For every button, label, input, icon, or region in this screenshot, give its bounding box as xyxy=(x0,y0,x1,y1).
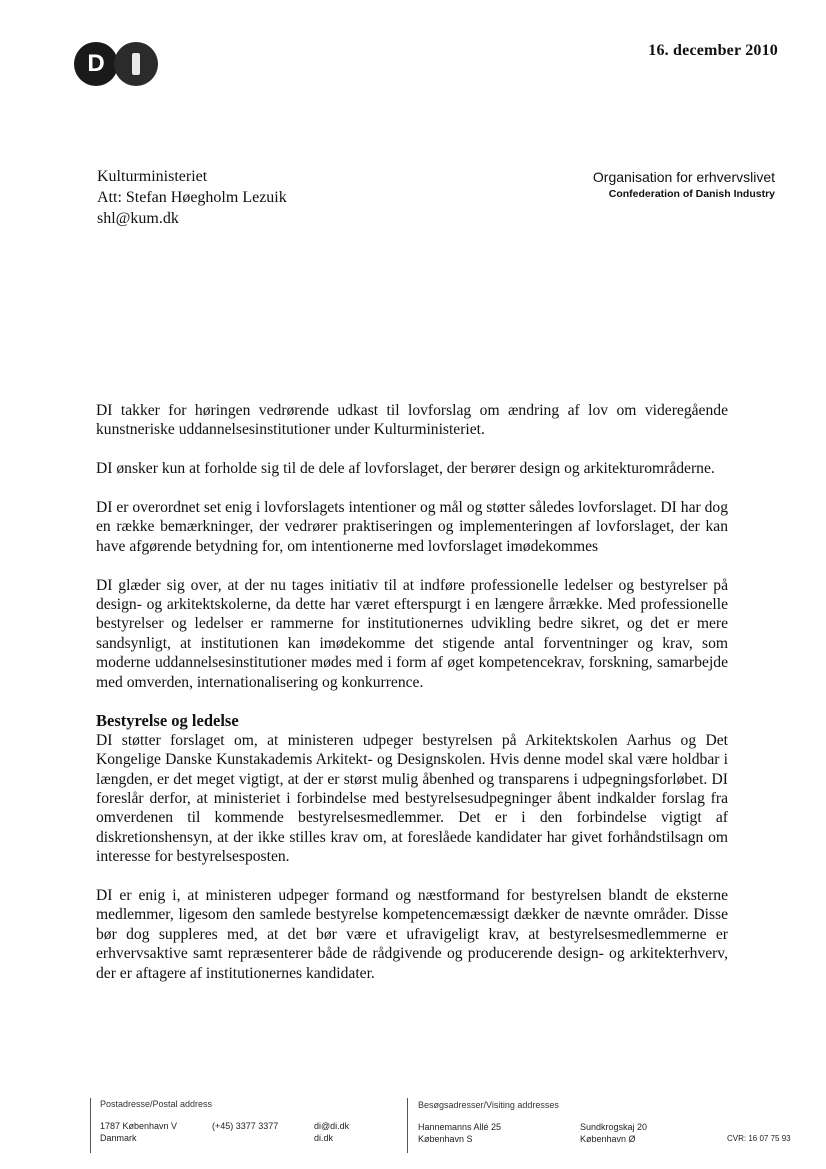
paragraph-3: DI er overordnet set enig i lovforslagets intentioner og mål og støtter således lovforslaget. DI har dog en række bemærkninger, der vedrører praktiseringen og implementeringen af lovforslaget, der kan have afgørende betydning for, om intentionerne med lovforslaget imødekommes xyxy=(96,499,728,555)
footer-cvr: CVR: 16 07 75 93 xyxy=(727,1134,791,1143)
visiting-address-2-line1: Sundkrogskaj 20 xyxy=(580,1122,648,1132)
recipient-email: shl@kum.dk xyxy=(97,210,179,227)
letter-body xyxy=(96,401,728,1003)
paragraph-5: DI støtter forslaget om, at ministeren udpeger bestyrelsen på Arkitektskolen Aarhus og Det Kongelige Danske Kunstakademis Arkitekt- og Designskolen. Hvis denne model skal være holdbar i længden, er det meget vigtigt, at der er størst mulig åbenhed og transparens i udpegningsforløbet. DI foreslår derfor, at ministeriet i forbindelse med bestyrelsesudpegninger åbent indkalder forslag fra omverdenen til kommende bestyrelsesmedlemmer. Det er i den forbindelse vigtigt af diskretionshensyn, at der ikke stilles krav om, at foreslåede kandidater har givet forhåndstilsagn om interesse for bestyrelsesposten. xyxy=(96,731,728,866)
postal-address-line1: 1787 København V xyxy=(100,1121,178,1131)
footer-divider-left xyxy=(90,1098,91,1153)
footer-divider-right xyxy=(407,1098,408,1153)
recipient-name: Kulturministeriet xyxy=(97,168,208,185)
paragraph-4: DI glæder sig over, at der nu tages initiativ til at indføre professionelle ledelser og bestyrelser på design- og arkitektskolerne, da dette har været efterspurgt i en længere årrække. Med professionelle bestyrelser og ledelser er rammerne for institutionernes udvikling bedre sikret, og det er mere sandsynligt, at institutionen kan imødekomme det stigende antal forventninger og krav, som moderne uddannelsesinstitutioner mødes med i form af øget kompetencekrav, forskning, samarbejde med omverden, internationalisering og konkurrence. xyxy=(96,576,728,691)
recipient-block xyxy=(97,166,287,229)
recipient-attention: Att: Stefan Høegholm Lezuik xyxy=(97,189,287,206)
letter-footer xyxy=(0,1093,826,1153)
section-heading: Bestyrelse og ledelse xyxy=(96,711,239,731)
visiting-address-1-line2: København S xyxy=(418,1134,473,1144)
paragraph-6: DI er enig i, at ministeren udpeger formand og næstformand for bestyrelsen blandt de eksterne medlemmer, ligesom den samlede bestyrelse kompetencemæssigt dækker de nævnte områder. Disse bør dog suppleres med, at det bør være et ufravigeligt krav, at bestyrelsesmedlemmerne er erhvervsaktive samt repræsenterer både de rådgivende og producerende design- og arkitekterhverv, der er aftagere af institutionernes kandidater. xyxy=(96,887,728,982)
postal-address-header: Postadresse/Postal address xyxy=(100,1099,213,1109)
organisation-name: Organisation for erhvervslivet xyxy=(592,169,775,185)
footer-email: di@di.dk xyxy=(314,1121,350,1131)
visiting-address-1-line1: Hannemanns Allé 25 xyxy=(418,1122,502,1132)
footer-web: di.dk xyxy=(314,1133,334,1143)
visiting-address-header: Besøgsadresser/Visiting addresses xyxy=(418,1100,559,1110)
visiting-address-2-line2: København Ø xyxy=(580,1134,636,1144)
postal-address-line2: Danmark xyxy=(100,1133,137,1143)
logo-letter-i xyxy=(114,42,158,86)
logo-i-mark xyxy=(132,53,140,75)
footer-phone: (+45) 3377 3377 xyxy=(212,1121,279,1131)
letter-date: 16. december 2010 xyxy=(648,42,778,59)
paragraph-1: DI takker for høringen vedrørende udkast til lovforslag om ændring af lov om videregående kunstneriske uddannelsesinstitutioner under Kulturministeriet. xyxy=(96,402,728,439)
di-logo xyxy=(74,42,162,88)
paragraph-2: DI ønsker kun at forholde sig til de dele af lovforslaget, der berører design og arkitekturområderne. xyxy=(96,460,715,478)
organisation-name-en: Confederation of Danish Industry xyxy=(608,188,775,200)
organisation-block xyxy=(593,167,775,201)
logo-letter-d: D xyxy=(74,42,118,86)
